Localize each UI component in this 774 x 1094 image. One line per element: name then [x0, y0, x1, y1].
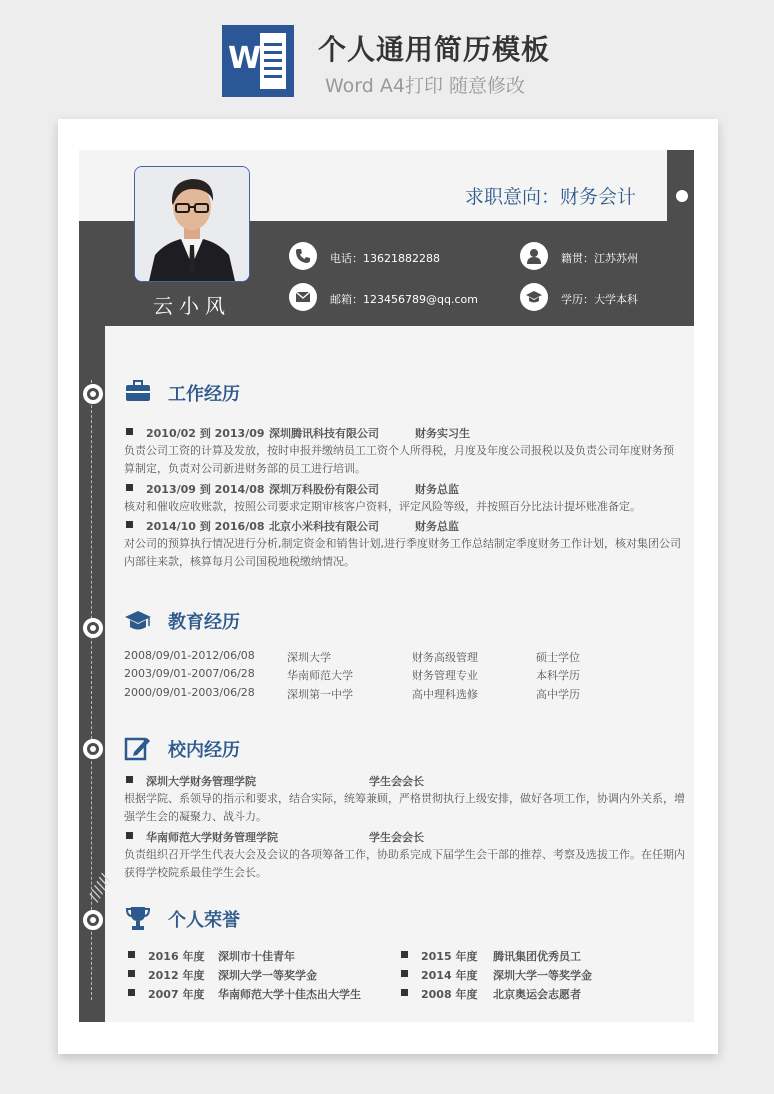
work-desc: 算制定，负责对公司新进财务部的员工进行培训。 [124, 462, 366, 475]
bullet [128, 951, 135, 958]
work-desc: 负责公司工资的计算及发放，按时申报并缴纳员工工资个人所得税，月度及年度公司报税以及负责公司年度财务预 [124, 444, 674, 457]
timeline-dot-honors [83, 910, 103, 930]
origin-text: 籍贯：江苏苏州 [561, 252, 638, 265]
email-icon [289, 283, 317, 311]
honor-year: 2016 年度 [148, 950, 205, 963]
edit-icon [124, 734, 152, 762]
timeline-dot-top [672, 186, 692, 206]
edu-period: 2008/09/01-2012/06/08 [124, 649, 255, 662]
job-objective: 求职意向：财务会计 [465, 186, 637, 208]
section-title-work: 工作经历 [168, 384, 240, 405]
campus-desc: 根据学院、系领导的指示和要求，结合实际，统筹兼顾，严格贯彻执行上级安排，做好各项工作，协调内外关系，增 [124, 792, 685, 805]
bullet [126, 521, 133, 528]
work-company: 深圳万科股份有限公司 [269, 483, 379, 496]
work-period: 2014/10 到 2016/08 [146, 520, 265, 533]
work-desc: 对公司的预算执行情况进行分析,制定资金和销售计划,进行季度财务工作总结制定季度财务工作计划，核对集团公司 [124, 537, 681, 550]
section-title-education: 教育经历 [168, 612, 240, 633]
edu-school: 华南师范大学 [287, 669, 353, 682]
work-desc: 内部往来款，核算每月公司国税地税缴纳情况。 [124, 555, 355, 568]
honor-year: 2008 年度 [421, 988, 478, 1001]
campus-desc: 获得学校院系最佳学生会长。 [124, 866, 267, 879]
education-text: 学历：大学本科 [561, 293, 638, 306]
work-role: 财务总监 [415, 520, 459, 533]
honor-year: 2007 年度 [148, 988, 205, 1001]
bullet [126, 832, 133, 839]
campus-role: 学生会会长 [369, 775, 424, 788]
graduation-cap-icon [520, 283, 548, 311]
timeline-dashed-line [91, 380, 92, 1000]
honor-text: 华南师范大学十佳杰出大学生 [218, 988, 361, 1001]
bullet [401, 970, 408, 977]
edu-major: 财务管理专业 [412, 669, 478, 682]
bullet [128, 989, 135, 996]
section-title-campus: 校内经历 [168, 740, 240, 761]
edu-period: 2000/09/01-2003/06/28 [124, 686, 255, 699]
edu-degree: 高中学历 [536, 688, 580, 701]
honor-text: 深圳大学一等奖学金 [493, 969, 592, 982]
work-period: 2013/09 到 2014/08 [146, 483, 265, 496]
campus-desc: 负责组织召开学生代表大会及会议的各项筹备工作，协助系完成下届学生会干部的推荐、考察及选拔工作。在任期内 [124, 848, 685, 861]
edu-period: 2003/09/01-2007/06/28 [124, 667, 255, 680]
edu-degree: 本科学历 [536, 669, 580, 682]
bullet [401, 951, 408, 958]
campus-org: 华南师范大学财务管理学院 [146, 831, 278, 844]
work-role: 财务实习生 [415, 427, 470, 440]
honor-text: 腾讯集团优秀员工 [493, 950, 581, 963]
template-subtitle: Word A4打印 随意修改 [325, 75, 526, 97]
person-icon [520, 242, 548, 270]
briefcase-icon [124, 377, 152, 405]
edu-major: 财务高级管理 [412, 651, 478, 664]
work-company: 北京小米科技有限公司 [269, 520, 379, 533]
campus-desc: 强学生会的凝聚力、战斗力。 [124, 810, 267, 823]
candidate-name: 云小风 [153, 294, 231, 318]
template-title: 个人通用简历模板 [318, 33, 551, 66]
profile-photo [134, 166, 250, 282]
timeline-dot-campus [83, 739, 103, 759]
edu-degree: 硕士学位 [536, 651, 580, 664]
section-title-honors: 个人荣誉 [168, 910, 240, 931]
phone-icon [289, 242, 317, 270]
work-desc: 核对和催收应收账款，按照公司要求定期审核客户资料，评定风险等级，并按照百分比法计提坏账准备定。 [124, 500, 641, 513]
work-company: 深圳腾讯科技有限公司 [269, 427, 379, 440]
bullet [126, 484, 133, 491]
honor-text: 北京奥运会志愿者 [493, 988, 581, 1001]
work-role: 财务总监 [415, 483, 459, 496]
honor-year: 2014 年度 [421, 969, 478, 982]
timeline-dot-work [83, 384, 103, 404]
phone-text: 电话：13621882288 [330, 252, 440, 265]
honor-text: 深圳大学一等奖学金 [218, 969, 317, 982]
trophy-icon [124, 904, 152, 932]
campus-org: 深圳大学财务管理学院 [146, 775, 256, 788]
bullet [126, 428, 133, 435]
honor-text: 深圳市十佳青年 [218, 950, 295, 963]
watermark: ////// [86, 871, 115, 905]
bullet [128, 970, 135, 977]
bullet [401, 989, 408, 996]
honor-year: 2012 年度 [148, 969, 205, 982]
campus-role: 学生会会长 [369, 831, 424, 844]
graduation-cap-icon [124, 607, 152, 635]
edu-major: 高中理科选修 [412, 688, 478, 701]
edu-school: 深圳第一中学 [287, 688, 353, 701]
bullet [126, 776, 133, 783]
word-letter: W [228, 41, 262, 76]
honor-year: 2015 年度 [421, 950, 478, 963]
timeline-dot-edu [83, 618, 103, 638]
word-app-icon [222, 25, 294, 97]
email-text: 邮箱：123456789@qq.com [330, 293, 478, 306]
edu-school: 深圳大学 [287, 651, 331, 664]
work-period: 2010/02 到 2013/09 [146, 427, 265, 440]
